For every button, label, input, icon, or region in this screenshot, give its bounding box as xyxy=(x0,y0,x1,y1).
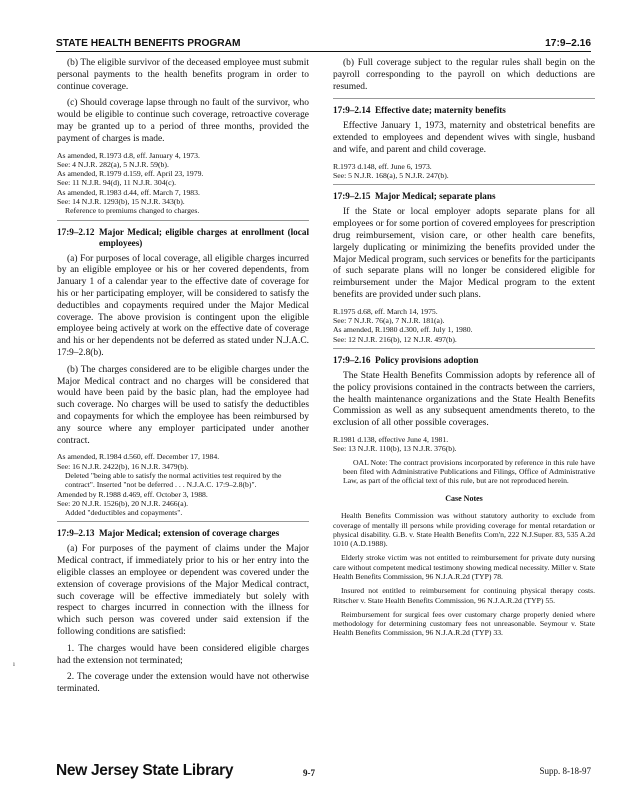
case-note: Elderly stroke victim was not entitled to reimbursement for private duty nursing care without competent medical testimony showing medical necessity. Miller v. State Health Benefits Commission, 96 N.J.A.R.2d (TYP) 78. xyxy=(333,553,596,581)
history-line: See: 14 N.J.R. 1293(b), 15 N.J.R. 343(b). xyxy=(57,197,185,207)
section-number: 17:9–2.13 xyxy=(57,528,95,539)
history-line: Amended by R.1988 d.469, eff. October 3, 1988. xyxy=(57,489,208,499)
history-note xyxy=(333,435,595,454)
section-heading xyxy=(333,355,595,366)
list-item: 1. The charges would have been considered eligible charges had the extension not terminated; xyxy=(57,643,309,666)
section-title: Policy provisions adoption xyxy=(375,354,479,365)
divider xyxy=(333,184,595,185)
left-column xyxy=(57,58,309,701)
history-line: See: 16 N.J.R. 2422(b), 16 N.J.R. 3479(b). xyxy=(57,461,189,471)
history-line: As amended, R.1984 d.560, eff. December 17, 1984. xyxy=(57,452,220,462)
paragraph-b: (b) Full coverage subject to the regular rules shall begin on the payroll corresponding to the payroll on which deductions are resumed. xyxy=(333,58,595,92)
section-heading xyxy=(333,105,595,116)
list-item: 2. The coverage under the extension would have not otherwise terminated. xyxy=(57,672,309,695)
header-title: STATE HEALTH BENEFITS PROGRAM xyxy=(56,38,241,49)
history-line: See: 5 N.J.R. 168(a), 5 N.J.R. 247(b). xyxy=(333,171,449,181)
paragraph: (a) For purposes of the payment of claims under the Major Medical contract, if immediately prior to his or her entry into the eligible classes an employee or dependent was covered under the extension of coverage provisions of the Major Medical contract, such coverage will be effective immediately but solely with respect to charges incurred in connection with the illness for which such person was covered under said extension if the following conditions are satisfied: xyxy=(57,544,309,638)
divider xyxy=(333,348,595,349)
history-line: See: 12 N.J.R. 216(b), 12 N.J.R. 497(b). xyxy=(333,334,457,344)
case-note: Health Benefits Commission was without statutory authority to exclude from coverage of mentally ill persons while providing coverage for mental retardation or physical disability. G.B. v. State Health Benefits Com'n, 222 N.J.Super. 83, 535 A.2d 1010 (A.D.1988). xyxy=(333,511,595,549)
history-line: As amended, R.1983 d.44, eff. March 7, 1983. xyxy=(57,187,200,197)
history-note xyxy=(333,162,595,181)
running-header xyxy=(56,38,591,52)
paragraph-c: (c) Should coverage lapse through no fault of the survivor, who would be eligible to continue such coverage, retroactive coverage may be granted up to a period of three months, provided the payment of charges is made. xyxy=(57,98,309,144)
divider xyxy=(57,521,309,522)
history-note xyxy=(57,151,309,216)
paragraph-b: (b) The eligible survivor of the deceased employee must submit personal payments to the health benefits program in order to continue coverage. xyxy=(57,58,309,92)
library-stamp: New Jersey State Library xyxy=(56,762,234,779)
history-line: See: 20 N.J.R. 1526(b), 20 N.J.R. 2466(a). xyxy=(57,498,189,508)
section-title: Major Medical; extension of coverage charges xyxy=(99,528,280,539)
page-number: 9-7 xyxy=(303,768,315,778)
paragraph: (b) The charges considered are to be eligible charges under the Major Medical contract and no charges will be considered that would have been paid by the basic plan, had the employee had such coverage. No charges will be used to satisfy the deductibles and copayments for which the employee has been reimbursed by any source where any employer participated under another contract. xyxy=(57,364,309,446)
history-line: As amended, R.1973 d.8, eff. January 4, 1973. xyxy=(57,150,200,160)
case-note: Insured not entitled to reimbursement for continuing physical therapy costs. Ritscher v. State Health Benefits Commission, 96 N.J.A.R.2d (TYP) 55. xyxy=(333,586,595,605)
margin-mark: ı xyxy=(13,660,15,668)
section-title: Major Medical; separate plans xyxy=(375,191,496,202)
section-number: 17:9–2.12 xyxy=(57,226,95,237)
header-section: 17:9–2.16 xyxy=(545,38,591,49)
history-line: As amended, R.1979 d.159, eff. April 23, 1979. xyxy=(57,169,204,179)
section-title: Major Medical; eligible charges at enrollment (local employees) xyxy=(99,226,309,248)
section-heading xyxy=(57,227,309,249)
history-line: See: 13 N.J.R. 110(b), 13 N.J.R. 376(b). xyxy=(333,444,457,454)
history-line: R.1973 d.148, eff. June 6, 1973. xyxy=(333,161,432,171)
divider xyxy=(57,220,309,221)
paragraph: If the State or local employer adopts separate plans for all employees or for some portion of covered employees for prescription drug reimbursement, vision care, or other health care benefits, largely duplicating or minimizing the benefits provided under the Major Medical program, such services or benefits for the participants of such separate plans will no longer be considered eligible for reimbursement under the Major Medical program to the extent benefits are provided under such plans. xyxy=(333,207,595,300)
history-line: R.1981 d.138, effective June 4, 1981. xyxy=(333,434,449,444)
case-note: Reimbursement for surgical fees over customary charge properly denied where methodology for determining customary fees not unreasonable. Seymour v. State Health Benefits Commission, 96 N.J.A.R.2d (TYP) 33. xyxy=(333,609,595,638)
history-line: Added "deductibles and copayments". xyxy=(65,508,183,518)
case-notes-heading: Case Notes xyxy=(445,494,483,504)
oal-note: OAL Note: The contract provisions incorporated by reference in this rule have been filed with Administrative Publications and Filings, Office of Administrative Law, as part of the official text of this rule, but are not reproduced herein. xyxy=(343,457,595,486)
history-line: R.1975 d.68, eff. March 14, 1975. xyxy=(333,306,438,316)
history-note xyxy=(333,307,595,344)
section-number: 17:9–2.16 xyxy=(333,354,371,365)
section-heading xyxy=(57,528,309,539)
paragraph: (a) For purposes of local coverage, all eligible charges incurred by an eligible employee or his or her covered dependents, from January 1 of a calendar year to the effective date of coverage for his or her participating employer, will be considered to satisfy the deductibles and copayments required under the Major Medical coverage. The above provision is contingent upon the eligible employee being actively at work on the effective date of coverage and his or her dependents not be deferred as stated under N.J.A.C. 17:9–2.8(b). xyxy=(57,253,309,359)
section-heading xyxy=(333,191,595,202)
history-line: See: 11 N.J.R. 94(d), 11 N.J.R. 304(c). xyxy=(57,178,177,188)
history-line: See: 7 N.J.R. 76(a), 7 N.J.R. 181(a). xyxy=(333,316,445,326)
history-line: As amended, R.1980 d.300, eff. July 1, 1980. xyxy=(333,325,473,335)
section-title: Effective date; maternity benefits xyxy=(375,105,506,116)
paragraph: The State Health Benefits Commission adopts by reference all of the policy provisions contained in the contracts between the carriers, the health maintenance organizations and the State Health Benefits Commission as well as any subsequent amendments thereto, to the exclusion of all other possible coverages. xyxy=(333,370,595,429)
history-line: Reference to premiums changed to charges. xyxy=(65,206,200,216)
section-number: 17:9–2.15 xyxy=(333,191,371,202)
supplement-date: Supp. 8-18-97 xyxy=(539,766,591,776)
right-column xyxy=(333,58,595,643)
divider xyxy=(333,98,595,99)
section-number: 17:9–2.14 xyxy=(333,105,371,116)
history-note xyxy=(57,452,309,517)
history-line: See: 4 N.J.R. 282(a), 5 N.J.R. 59(b). xyxy=(57,159,169,169)
history-line: Deleted "being able to satisfy the normal activities test required by the contract". Inserted "not be deferred . . . N.J.A.C. 17:9–2.8(b)". xyxy=(65,471,282,490)
paragraph: Effective January 1, 1973, maternity and obstetrical benefits are extended to employees and dependent wives with single, husband and wife, and parent and child coverage. xyxy=(333,121,595,155)
